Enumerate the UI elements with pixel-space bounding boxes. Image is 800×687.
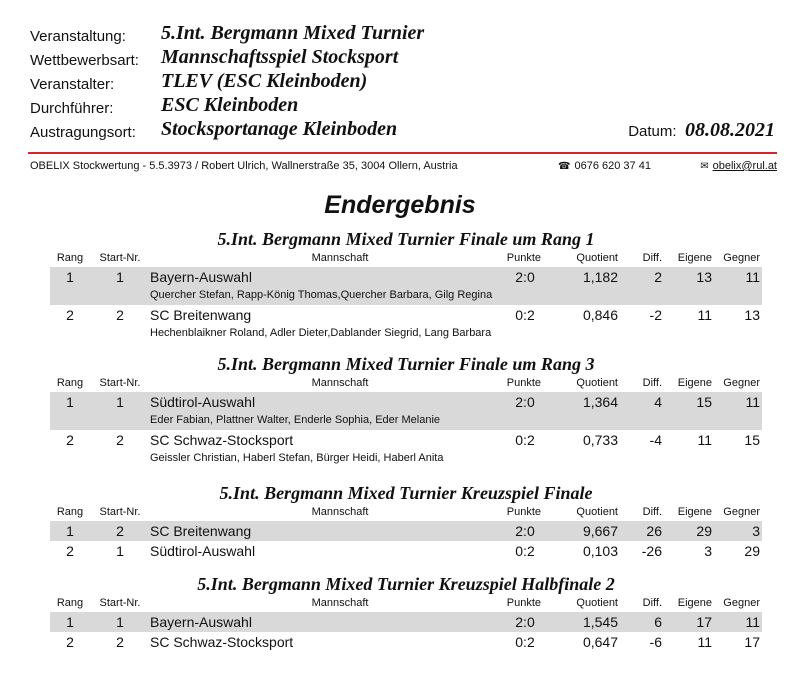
cell-punkte: 2:0 — [515, 394, 535, 410]
envelope-icon: ✉ — [700, 161, 709, 172]
cell-rang: 2 — [66, 432, 74, 448]
date-value: 08.08.2021 — [685, 119, 775, 141]
cell-quotient: 0,846 — [582, 307, 618, 323]
result-section — [50, 227, 762, 343]
cell-rang: 1 — [66, 269, 74, 285]
cell-quotient: 9,667 — [582, 523, 618, 539]
team-members — [50, 287, 762, 305]
cell-start: 2 — [116, 432, 124, 448]
team-entry — [50, 521, 762, 541]
team-entry — [50, 612, 762, 632]
cell-quotient: 0,733 — [582, 432, 618, 448]
info-label: Veranstaltung: — [30, 28, 126, 45]
info-label: Veranstalter: — [30, 76, 115, 93]
table-row — [50, 612, 762, 632]
cell-diff: -26 — [641, 543, 662, 559]
cell-quotient: 1,364 — [582, 394, 618, 410]
cell-diff: 26 — [646, 523, 662, 539]
col-quotient: Quotient — [576, 597, 618, 609]
cell-start: 2 — [116, 523, 124, 539]
team-entry — [50, 430, 762, 468]
team-members — [50, 450, 762, 468]
cell-rang: 2 — [66, 543, 74, 559]
col-eigene: Eigene — [677, 597, 712, 609]
cell-diff: -6 — [649, 634, 662, 650]
col-team: Mannschaft — [311, 252, 369, 264]
cell-gegner: 3 — [752, 523, 760, 539]
page-title: Endergebnis — [324, 191, 476, 219]
col-punkte: Punkte — [506, 252, 541, 264]
phone-text: 0676 620 37 41 — [574, 160, 651, 172]
info-value: TLEV (ESC Kleinboden) — [161, 70, 368, 92]
cell-rang: 2 — [66, 634, 74, 650]
cell-eigene: 15 — [696, 394, 712, 410]
col-start: Start-Nr. — [99, 506, 141, 518]
team-members — [50, 325, 762, 343]
team-entry — [50, 541, 762, 561]
cell-punkte: 2:0 — [515, 523, 535, 539]
info-value: ESC Kleinboden — [161, 94, 299, 116]
col-team: Mannschaft — [311, 597, 369, 609]
cell-rang: 1 — [66, 614, 74, 630]
cell-team: SC Schwaz-Stocksport — [150, 634, 294, 650]
col-team: Mannschaft — [311, 506, 369, 518]
members-text: Quercher Stefan, Rapp-König Thomas,Quercher Barbara, Gilg Regina — [150, 289, 493, 301]
cell-punkte: 0:2 — [515, 432, 535, 448]
cell-start: 2 — [116, 307, 124, 323]
table-row — [50, 632, 762, 652]
section-title: 5.Int. Bergmann Mixed Turnier Kreuzspiel Halbfinale 2 — [197, 574, 615, 594]
col-gegner: Gegner — [723, 377, 760, 389]
cell-rang: 1 — [66, 523, 74, 539]
info-label: Durchführer: — [30, 100, 114, 117]
cell-team: Südtirol-Auswahl — [150, 394, 256, 410]
col-start: Start-Nr. — [99, 377, 141, 389]
cell-team: Südtirol-Auswahl — [150, 543, 256, 559]
result-section — [50, 572, 762, 652]
cell-punkte: 2:0 — [515, 269, 535, 285]
info-row-organizer — [30, 70, 775, 94]
info-value: Stocksportanage Kleinboden — [161, 118, 398, 140]
cell-start: 1 — [116, 394, 124, 410]
cell-gegner: 29 — [744, 543, 760, 559]
info-row-venue — [30, 118, 775, 142]
cell-gegner: 11 — [745, 269, 760, 285]
date-label: Datum: — [628, 123, 677, 140]
column-headers — [50, 596, 762, 612]
members-text: Eder Fabian, Plattner Walter, Enderle Sophia, Eder Melanie — [150, 414, 441, 426]
col-eigene: Eigene — [677, 252, 712, 264]
team-entry — [50, 305, 762, 343]
date — [628, 119, 775, 142]
col-gegner: Gegner — [723, 597, 760, 609]
col-punkte: Punkte — [506, 506, 541, 518]
cell-team: Bayern-Auswahl — [150, 614, 252, 630]
table-row — [50, 392, 762, 412]
cell-rang: 2 — [66, 307, 74, 323]
cell-eigene: 29 — [696, 523, 712, 539]
cell-punkte: 0:2 — [515, 307, 535, 323]
cell-rang: 1 — [66, 394, 74, 410]
cell-team: SC Schwaz-Stocksport — [150, 432, 294, 448]
cell-team: Bayern-Auswahl — [150, 269, 252, 285]
column-headers — [50, 505, 762, 521]
cell-eigene: 3 — [704, 543, 712, 559]
table-row — [50, 305, 762, 325]
cell-eigene: 13 — [696, 269, 712, 285]
cell-diff: 2 — [654, 269, 662, 285]
cell-gegner: 17 — [744, 634, 760, 650]
col-start: Start-Nr. — [99, 252, 141, 264]
cell-quotient: 1,182 — [582, 269, 618, 285]
col-rang: Rang — [56, 252, 84, 264]
phone-icon: ☎ — [558, 161, 571, 172]
cell-gegner: 11 — [745, 614, 760, 630]
section-title: 5.Int. Bergmann Mixed Turnier Finale um Rang 3 — [217, 354, 595, 374]
col-quotient: Quotient — [576, 506, 618, 518]
team-entry — [50, 267, 762, 305]
col-quotient: Quotient — [576, 252, 618, 264]
email[interactable] — [700, 160, 777, 172]
cell-gegner: 13 — [744, 307, 760, 323]
cell-eigene: 11 — [697, 307, 712, 323]
col-punkte: Punkte — [506, 377, 541, 389]
col-gegner: Gegner — [723, 506, 760, 518]
info-row-executor — [30, 94, 775, 118]
table-row — [50, 521, 762, 541]
result-section — [50, 481, 762, 561]
cell-punkte: 2:0 — [515, 614, 535, 630]
cell-eigene: 11 — [697, 634, 712, 650]
column-headers — [50, 376, 762, 392]
cell-diff: 6 — [654, 614, 662, 630]
col-diff: Diff. — [642, 597, 662, 609]
cell-punkte: 0:2 — [515, 634, 535, 650]
col-diff: Diff. — [642, 506, 662, 518]
info-row-competition — [30, 46, 775, 70]
col-start: Start-Nr. — [99, 597, 141, 609]
header-divider — [28, 152, 777, 154]
info-row-event — [30, 22, 775, 46]
email-link[interactable]: obelix@rul.at — [712, 160, 777, 172]
cell-start: 1 — [116, 543, 124, 559]
cell-quotient: 0,103 — [582, 543, 618, 559]
members-text: Hechenblaikner Roland, Adler Dieter,Dablander Siegrid, Lang Barbara — [150, 327, 492, 339]
info-label: Austragungsort: — [30, 124, 136, 141]
cell-gegner: 11 — [745, 394, 760, 410]
table-row — [50, 541, 762, 561]
col-eigene: Eigene — [677, 506, 712, 518]
result-section — [50, 352, 762, 468]
software-credit: OBELIX Stockwertung - 5.5.3973 / Robert Ulrich, Wallnerstraße 35, 3004 Ollern, Austria — [30, 160, 458, 172]
team-members — [50, 412, 762, 430]
cell-start: 2 — [116, 634, 124, 650]
section-title: 5.Int. Bergmann Mixed Turnier Kreuzspiel Finale — [219, 483, 593, 503]
cell-punkte: 0:2 — [515, 543, 535, 559]
cell-diff: -2 — [649, 307, 662, 323]
col-quotient: Quotient — [576, 377, 618, 389]
col-rang: Rang — [56, 597, 84, 609]
info-value: Mannschaftsspiel Stocksport — [161, 46, 399, 68]
cell-quotient: 1,545 — [582, 614, 618, 630]
cell-start: 1 — [116, 614, 124, 630]
col-rang: Rang — [56, 506, 84, 518]
cell-quotient: 0,647 — [582, 634, 618, 650]
team-entry — [50, 632, 762, 652]
info-label: Wettbewerbsart: — [30, 52, 139, 69]
table-row — [50, 430, 762, 450]
members-text: Geissler Christian, Haberl Stefan, Bürger Heidi, Haberl Anita — [150, 452, 444, 464]
col-eigene: Eigene — [677, 377, 712, 389]
phone-number — [558, 160, 651, 172]
col-diff: Diff. — [642, 252, 662, 264]
cell-team: SC Breitenwang — [150, 307, 252, 323]
col-diff: Diff. — [642, 377, 662, 389]
cell-diff: 4 — [654, 394, 662, 410]
col-team: Mannschaft — [311, 377, 369, 389]
table-row — [50, 267, 762, 287]
cell-team: SC Breitenwang — [150, 523, 252, 539]
column-headers — [50, 251, 762, 267]
cell-diff: -4 — [649, 432, 662, 448]
event-info — [30, 22, 775, 142]
col-punkte: Punkte — [506, 597, 541, 609]
cell-start: 1 — [116, 269, 124, 285]
info-value: 5.Int. Bergmann Mixed Turnier — [161, 22, 425, 44]
col-rang: Rang — [56, 377, 84, 389]
team-entry — [50, 392, 762, 430]
cell-gegner: 15 — [744, 432, 760, 448]
section-title: 5.Int. Bergmann Mixed Turnier Finale um Rang 1 — [217, 229, 595, 249]
cell-eigene: 17 — [696, 614, 712, 630]
col-gegner: Gegner — [723, 252, 760, 264]
cell-eigene: 11 — [697, 432, 712, 448]
